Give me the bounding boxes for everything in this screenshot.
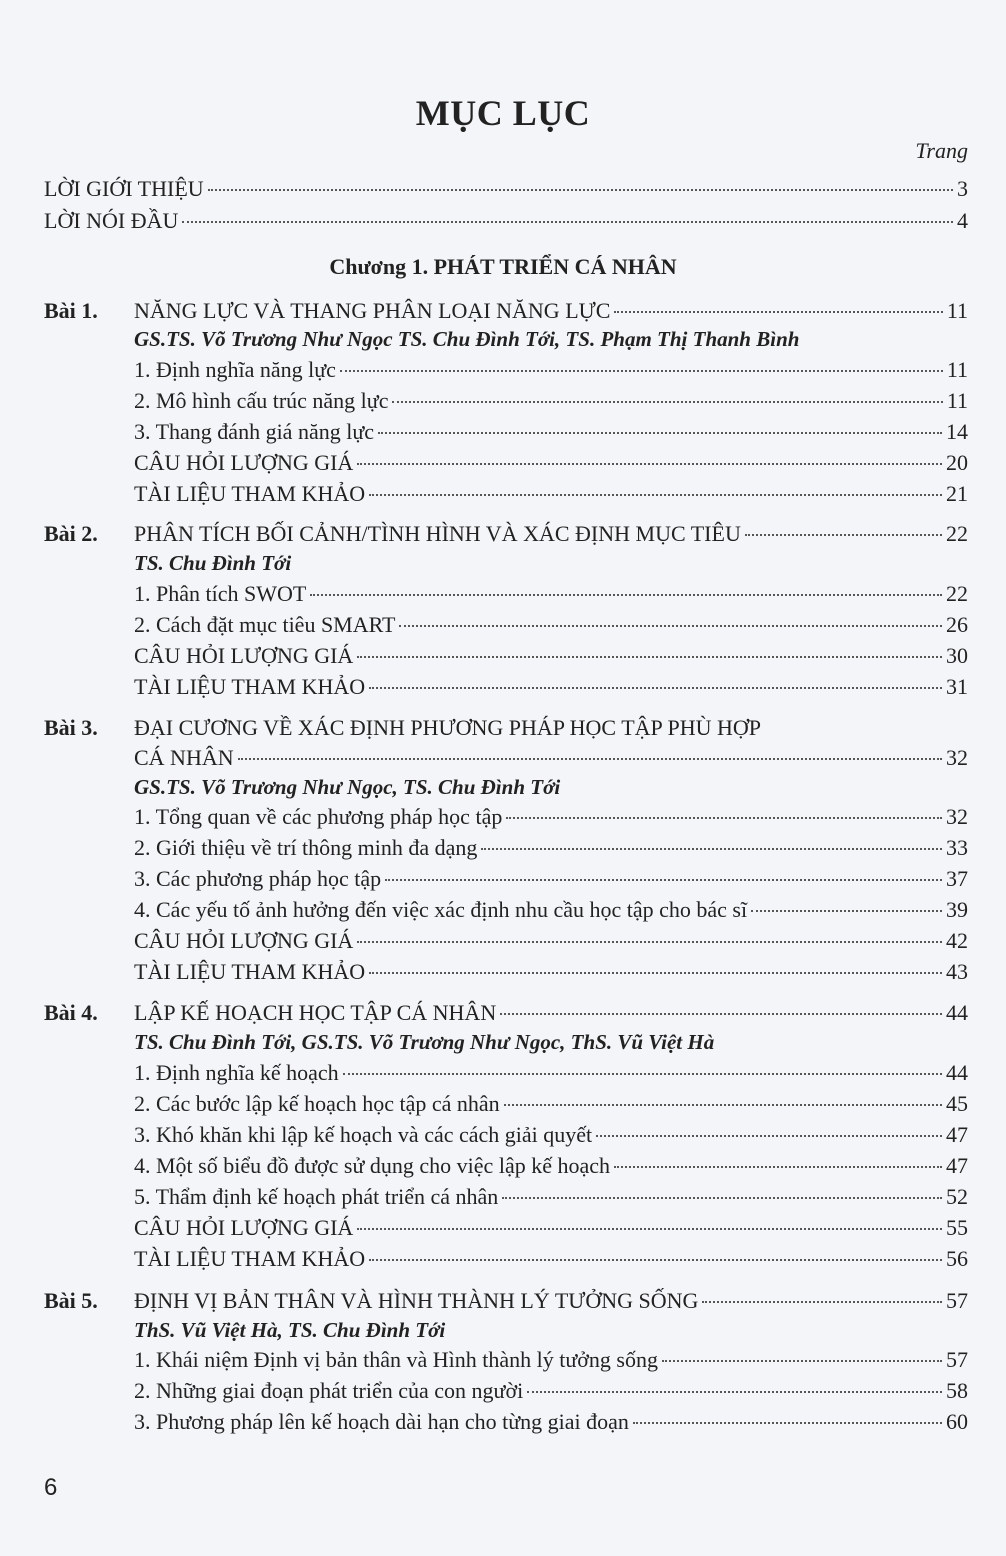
page-column-header: Trang (915, 138, 968, 163)
toc-entry (134, 672, 968, 702)
dot-leader (502, 1197, 942, 1199)
entry-page: 42 (946, 928, 968, 953)
dot-leader (633, 1422, 942, 1424)
entry-text: 1. Phân tích SWOT (134, 581, 307, 606)
entry-text: 3. Thang đánh giá năng lực (134, 419, 375, 444)
toc-entry (44, 174, 968, 204)
entry-text: 1. Tổng quan về các phương pháp học tập (134, 804, 503, 829)
dot-leader (745, 534, 942, 536)
toc-entry (134, 864, 968, 894)
dot-leader (310, 594, 942, 596)
lesson-title: ĐỊNH VỊ BẢN THÂN VÀ HÌNH THÀNH LÝ TƯỞNG SỐNG (134, 1288, 699, 1313)
chapter-heading: Chương 1. PHÁT TRIỂN CÁ NHÂN (329, 254, 677, 279)
entry-page: 26 (946, 612, 968, 637)
dot-leader (385, 879, 942, 881)
entry-page: 22 (946, 581, 968, 606)
dot-leader (596, 1135, 942, 1137)
lesson-authors: GS.TS. Võ Trương Như Ngọc TS. Chu Đình Tới, TS. Phạm Thị Thanh Bình (134, 327, 800, 351)
entry-text: TÀI LIỆU THAM KHẢO (134, 959, 366, 984)
toc-entry (134, 926, 968, 956)
dot-leader (369, 494, 942, 496)
entry-text: TÀI LIỆU THAM KHẢO (134, 481, 366, 506)
entry-page: 11 (946, 357, 968, 382)
entry-text: TÀI LIỆU THAM KHẢO (134, 674, 366, 699)
dot-leader (182, 221, 953, 223)
page-number: 6 (44, 1474, 58, 1501)
toc-entry (134, 1213, 968, 1243)
dot-leader (702, 1301, 942, 1303)
entry-page: 37 (946, 866, 968, 891)
entry-text: 3. Các phương pháp học tập (134, 866, 382, 891)
entry-text: 3. Khó khăn khi lập kế hoạch và các cách giải quyết (134, 1122, 593, 1147)
lesson-authors: TS. Chu Đình Tới, GS.TS. Võ Trương Như Ngọc, ThS. Vũ Việt Hà (134, 1030, 715, 1054)
dot-leader (357, 1228, 942, 1230)
lesson-label: Bài 2. (44, 521, 98, 546)
dot-leader (378, 432, 942, 434)
dot-leader (238, 758, 942, 760)
entry-page: 44 (946, 1000, 968, 1025)
dot-leader (504, 1104, 942, 1106)
toc-entry (134, 1089, 968, 1119)
dot-leader (357, 656, 942, 658)
dot-leader (340, 370, 943, 372)
entry-text: 1. Định nghĩa năng lực (134, 357, 336, 382)
toc-entry (134, 579, 968, 609)
toc-entry (134, 1376, 968, 1406)
toc-entry (134, 1182, 968, 1212)
dot-leader (392, 401, 942, 403)
dot-leader (208, 189, 953, 191)
toc-entry (134, 833, 968, 863)
entry-page: 31 (946, 674, 968, 699)
entry-page: 45 (946, 1091, 968, 1116)
dot-leader (751, 910, 942, 912)
entry-page: 3 (957, 176, 968, 201)
toc-entry (134, 386, 968, 416)
entry-text: 1. Định nghĩa kế hoạch (134, 1060, 339, 1085)
dot-leader (614, 311, 942, 313)
entry-page: 55 (946, 1215, 968, 1240)
entry-page: 57 (946, 1347, 968, 1372)
toc-entry (44, 206, 968, 236)
lesson-title-entry (134, 1286, 968, 1316)
dot-leader (399, 625, 942, 627)
lesson-title-entry (134, 998, 968, 1028)
entry-page: 60 (946, 1409, 968, 1434)
entry-text: CÂU HỎI LƯỢNG GIÁ (134, 1215, 354, 1240)
page-title: MỤC LỤC (415, 93, 591, 133)
dot-leader (369, 972, 942, 974)
entry-text: 2. Những giai đoạn phát triển của con người (134, 1378, 524, 1403)
entry-page: 33 (946, 835, 968, 860)
entry-text: 4. Một số biểu đồ được sử dụng cho việc lập kế hoạch (134, 1153, 610, 1178)
lesson-title: PHÂN TÍCH BỐI CẢNH/TÌNH HÌNH VÀ XÁC ĐỊNH MỤC TIÊU (134, 521, 741, 546)
entry-text: LỜI NÓI ĐẦU (44, 208, 179, 233)
entry-page: 22 (946, 521, 968, 546)
entry-page: 47 (946, 1153, 968, 1178)
entry-page: 4 (957, 208, 968, 233)
lesson-title: NĂNG LỰC VÀ THANG PHÂN LOẠI NĂNG LỰC (134, 298, 611, 323)
dot-leader (527, 1391, 942, 1393)
entry-page: 52 (946, 1184, 968, 1209)
entry-page: 30 (946, 643, 968, 668)
entry-page: 47 (946, 1122, 968, 1147)
toc-entry (134, 448, 968, 478)
entry-text: CÂU HỎI LƯỢNG GIÁ (134, 643, 354, 668)
entry-text: 4. Các yếu tố ảnh hưởng đến việc xác định nhu cầu học tập cho bác sĩ (134, 897, 748, 922)
lesson-title-entry (134, 296, 968, 326)
entry-text: 2. Mô hình cấu trúc năng lực (134, 388, 389, 413)
toc-entry (134, 417, 968, 447)
entry-text: CÂU HỎI LƯỢNG GIÁ (134, 928, 354, 953)
toc-entry (134, 1407, 968, 1437)
lesson-title: LẬP KẾ HOẠCH HỌC TẬP CÁ NHÂN (134, 1000, 497, 1025)
entry-page: 56 (946, 1246, 968, 1271)
lesson-label: Bài 4. (44, 1000, 98, 1025)
entry-text: CÂU HỎI LƯỢNG GIÁ (134, 450, 354, 475)
dot-leader (357, 941, 942, 943)
lesson-authors: GS.TS. Võ Trương Như Ngọc, TS. Chu Đình Tới (134, 775, 561, 799)
toc-entry (134, 479, 968, 509)
dot-leader (369, 1259, 942, 1261)
entry-page: 57 (946, 1288, 968, 1313)
dot-leader (369, 687, 942, 689)
dot-leader (357, 463, 942, 465)
entry-text: 2. Các bước lập kế hoạch học tập cá nhân (134, 1091, 500, 1116)
dot-leader (662, 1360, 942, 1362)
lesson-label: Bài 3. (44, 715, 98, 740)
toc-entry (134, 895, 968, 925)
lesson-title: CÁ NHÂN (134, 745, 234, 770)
toc-entry (134, 1244, 968, 1274)
entry-page: 14 (946, 419, 968, 444)
entry-page: 39 (946, 897, 968, 922)
dot-leader (506, 817, 942, 819)
entry-page: 11 (946, 388, 968, 413)
entry-page: 21 (946, 481, 968, 506)
entry-page: 43 (946, 959, 968, 984)
entry-text: LỜI GIỚI THIỆU (44, 176, 204, 201)
toc-entry (134, 610, 968, 640)
entry-text: 5. Thẩm định kế hoạch phát triển cá nhân (134, 1184, 499, 1209)
entry-text: 3. Phương pháp lên kế hoạch dài hạn cho từng giai đoạn (134, 1409, 629, 1434)
dot-leader (614, 1166, 942, 1168)
dot-leader (481, 848, 942, 850)
lesson-label: Bài 5. (44, 1288, 98, 1313)
entry-page: 11 (946, 298, 968, 323)
toc-entry (134, 355, 968, 385)
dot-leader (500, 1013, 942, 1015)
entry-page: 32 (946, 745, 968, 770)
entry-text: 2. Cách đặt mục tiêu SMART (134, 612, 396, 637)
toc-entry (134, 641, 968, 671)
entry-page: 20 (946, 450, 968, 475)
lesson-title-entry (134, 743, 968, 773)
entry-page: 44 (946, 1060, 968, 1085)
toc-entry (134, 957, 968, 987)
lesson-title-entry (134, 519, 968, 549)
lesson-label: Bài 1. (44, 298, 98, 323)
entry-text: 1. Khái niệm Định vị bản thân và Hình thành lý tưởng sống (134, 1347, 658, 1372)
entry-text: 2. Giới thiệu về trí thông minh đa dạng (134, 835, 478, 860)
entry-page: 32 (946, 804, 968, 829)
entry-page: 58 (946, 1378, 968, 1403)
toc-entry (134, 802, 968, 832)
toc-entry (134, 1345, 968, 1375)
toc-entry (134, 1151, 968, 1181)
toc-entry (134, 1120, 968, 1150)
lesson-authors: ThS. Vũ Việt Hà, TS. Chu Đình Tới (134, 1318, 446, 1342)
entry-text: TÀI LIỆU THAM KHẢO (134, 1246, 366, 1271)
dot-leader (343, 1073, 942, 1075)
toc-entry (134, 1058, 968, 1088)
lesson-authors: TS. Chu Đình Tới (134, 551, 292, 575)
lesson-title-line: ĐẠI CƯƠNG VỀ XÁC ĐỊNH PHƯƠNG PHÁP HỌC TẬP PHÙ HỢP (134, 715, 761, 740)
